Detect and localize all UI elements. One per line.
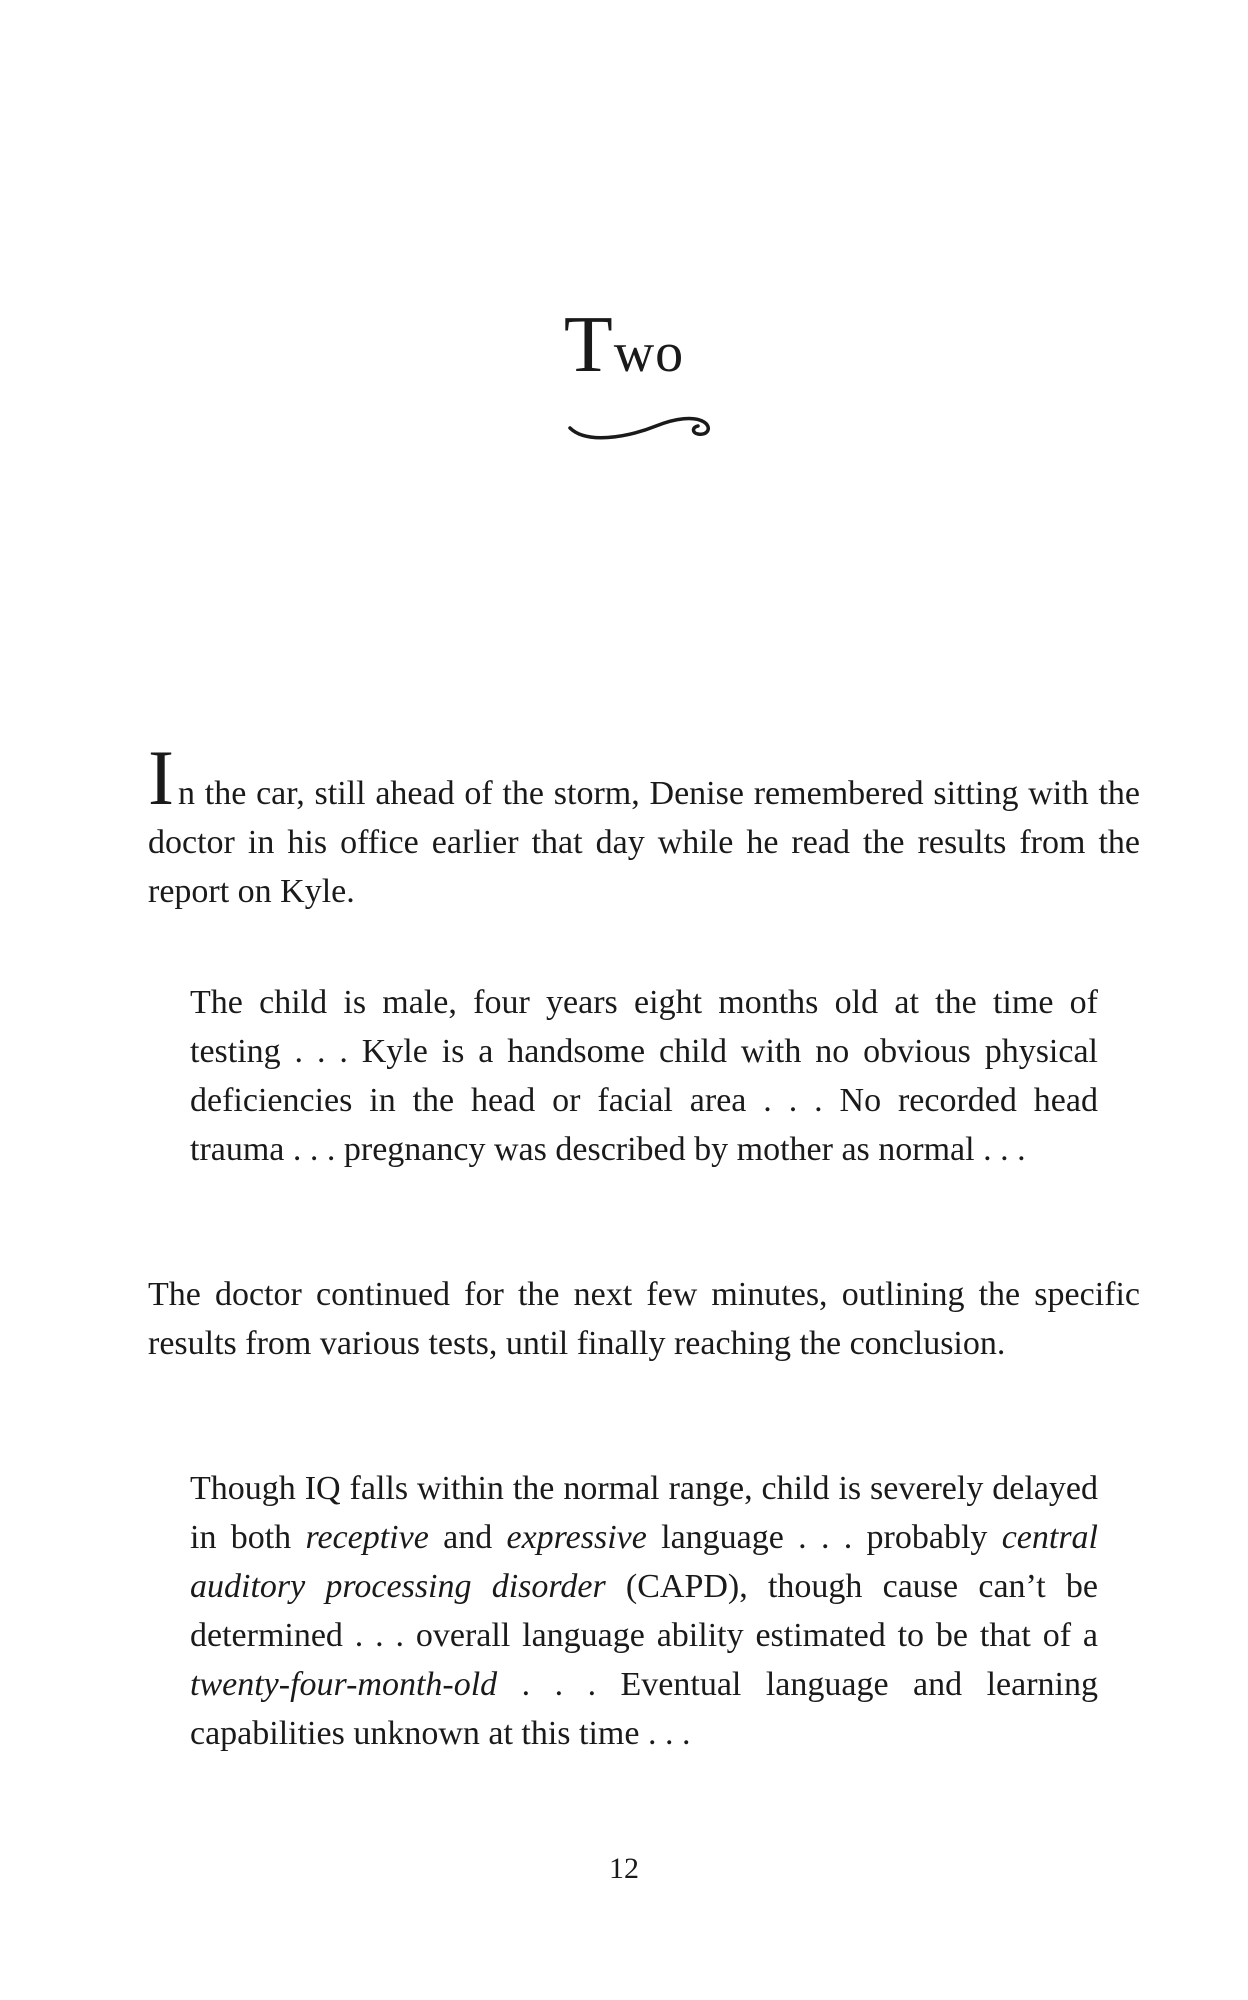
excerpt-2-segment: . . . Eventual language and learning capabilities unknown at this time . . . xyxy=(190,1666,1098,1752)
second-paragraph-text: The doctor continued for the next few minutes, outlining the specific results from various tests, until finally reaching the conclusion. xyxy=(148,1276,1140,1362)
flourish-ornament xyxy=(566,408,716,448)
excerpt-2-segment: Though IQ falls within the normal range, child is severely delayed in both xyxy=(190,1470,1098,1556)
excerpt-2-italic: central auditory processing disorder xyxy=(190,1519,1098,1605)
page-number: 12 xyxy=(609,1852,639,1885)
chapter-title xyxy=(0,300,1248,391)
report-excerpt-1 xyxy=(190,978,1098,1174)
report-excerpt-1-text: The child is male, four years eight months old at the time of testing . . . Kyle is a handsome child with no obvious physical deficiencies in the head or facial area . . . No recorded head trauma . . . pregnancy was described by mother as normal . . . xyxy=(190,984,1098,1168)
chapter-title-rest: wo xyxy=(613,322,685,384)
drop-cap: I xyxy=(148,734,174,821)
excerpt-2-segment: (CAPD), though cause can’t be determined . . . overall language ability estimated to be that of a xyxy=(190,1568,1098,1654)
excerpt-2-italic: twenty-four-month-old xyxy=(190,1666,498,1703)
report-excerpt-2 xyxy=(190,1464,1098,1758)
opening-paragraph-text: n the car, still ahead of the storm, Denise remembered sitting with the doctor in his office earlier that day while he read the results from the report on Kyle. xyxy=(148,775,1140,910)
excerpt-2-italic: receptive xyxy=(305,1519,429,1556)
chapter-title-first: T xyxy=(563,301,614,389)
excerpt-2-segment: and xyxy=(428,1519,507,1556)
excerpt-2-segment: language . . . probably xyxy=(646,1519,1002,1556)
second-paragraph xyxy=(148,1270,1140,1368)
excerpt-2-italic: expressive xyxy=(506,1519,647,1556)
opening-paragraph xyxy=(148,734,1140,916)
